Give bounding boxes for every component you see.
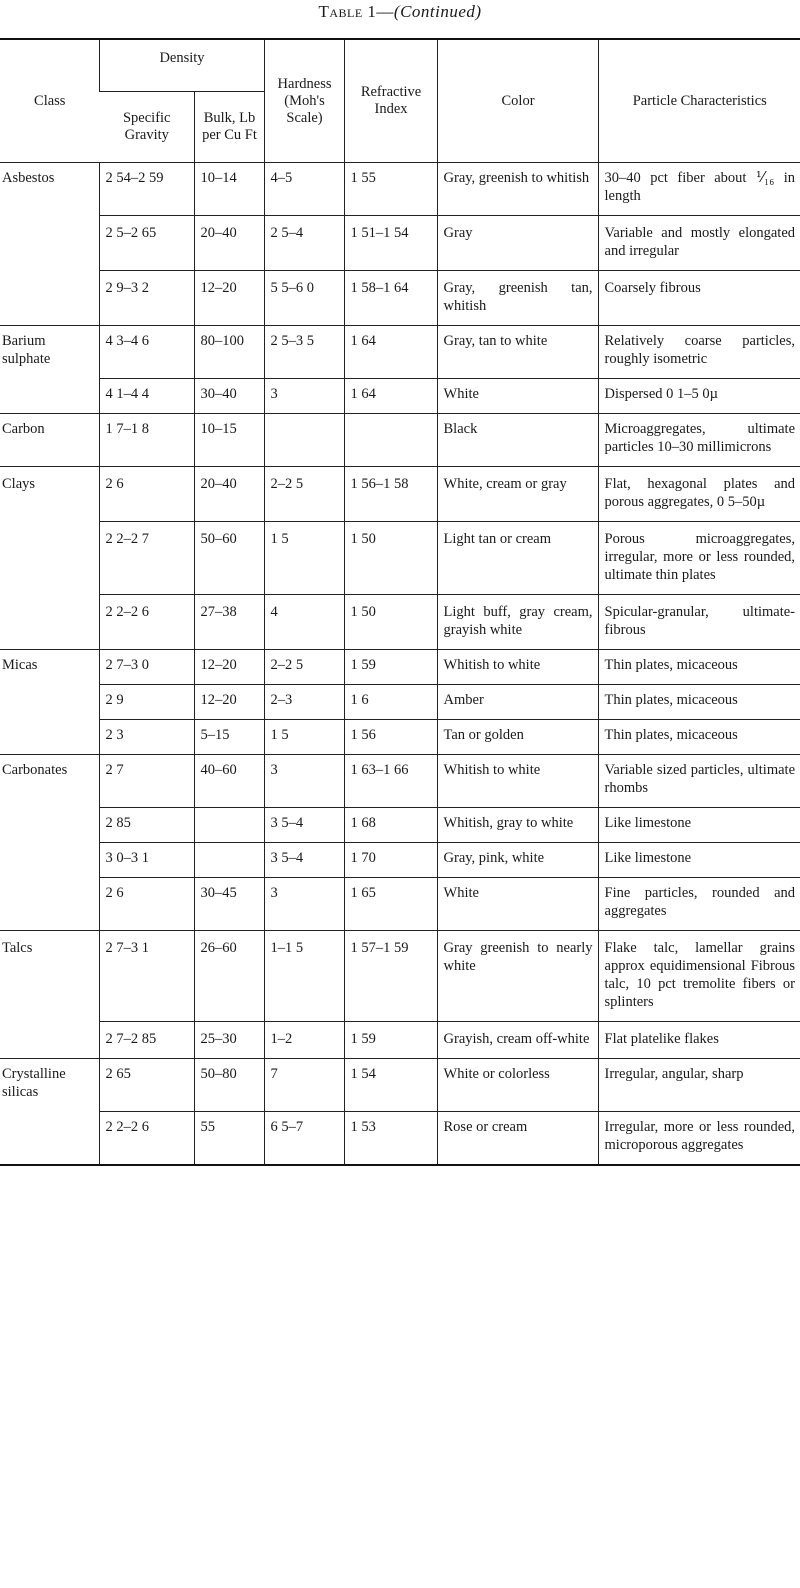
cell-bulk: 50–80 — [194, 1059, 264, 1112]
cell-refractive-index: 1 65 — [344, 878, 437, 931]
table-body — [0, 163, 800, 1165]
cell-hardness: 2–3 — [264, 685, 344, 720]
cell-class: Carbon — [0, 414, 99, 467]
cell-particle-characteristics: Coarsely fibrous — [598, 271, 800, 326]
cell-color: Gray, pink, white — [437, 843, 598, 878]
cell-hardness: 3 5–4 — [264, 808, 344, 843]
cell-particle-characteristics: Porous microaggregates, irregular, more or less rounded, ultimate thin plates — [598, 522, 800, 595]
cell-refractive-index: 1 56 — [344, 720, 437, 755]
cell-bulk: 20–40 — [194, 216, 264, 271]
cell-hardness: 1–1 5 — [264, 931, 344, 1022]
table-row — [0, 878, 800, 931]
cell-particle-characteristics: Thin plates, micaceous — [598, 720, 800, 755]
cell-bulk: 12–20 — [194, 685, 264, 720]
table-row — [0, 414, 800, 467]
cell-particle-characteristics: Flat, hexagonal plates and porous aggregates, 0 5–50µ — [598, 467, 800, 522]
cell-bulk: 30–45 — [194, 878, 264, 931]
cell-particle-characteristics: Dispersed 0 1–5 0µ — [598, 379, 800, 414]
table-row — [0, 467, 800, 522]
cell-specific-gravity: 2 6 — [99, 467, 194, 522]
cell-class — [0, 878, 99, 931]
cell-class: Micas — [0, 650, 99, 685]
table-row — [0, 271, 800, 326]
cell-specific-gravity: 2 2–2 7 — [99, 522, 194, 595]
cell-specific-gravity: 4 1–4 4 — [99, 379, 194, 414]
header-class: Class — [0, 39, 99, 163]
cell-specific-gravity: 3 0–3 1 — [99, 843, 194, 878]
cell-hardness: 3 — [264, 755, 344, 808]
cell-bulk: 5–15 — [194, 720, 264, 755]
properties-table — [0, 38, 800, 1166]
cell-class — [0, 720, 99, 755]
cell-bulk: 12–20 — [194, 650, 264, 685]
cell-hardness: 2–2 5 — [264, 467, 344, 522]
cell-specific-gravity: 2 9–3 2 — [99, 271, 194, 326]
cell-bulk: 26–60 — [194, 931, 264, 1022]
cell-refractive-index: 1 53 — [344, 1111, 437, 1165]
cell-class — [0, 595, 99, 650]
cell-hardness: 2–2 5 — [264, 650, 344, 685]
cell-specific-gravity: 2 85 — [99, 808, 194, 843]
header-color: Color — [437, 39, 598, 163]
table-row — [0, 216, 800, 271]
cell-color: White — [437, 379, 598, 414]
cell-hardness: 1 5 — [264, 522, 344, 595]
cell-particle-characteristics: Like limestone — [598, 808, 800, 843]
header-row-top — [0, 39, 800, 92]
cell-hardness: 7 — [264, 1059, 344, 1112]
cell-refractive-index: 1 59 — [344, 1022, 437, 1059]
cell-refractive-index: 1 56–1 58 — [344, 467, 437, 522]
cell-bulk: 10–15 — [194, 414, 264, 467]
header-density: Density — [99, 39, 264, 92]
cell-color: Light buff, gray cream, grayish white — [437, 595, 598, 650]
cell-refractive-index: 1 59 — [344, 650, 437, 685]
cell-color: Black — [437, 414, 598, 467]
cell-particle-characteristics: Irregular, angular, sharp — [598, 1059, 800, 1112]
cell-specific-gravity: 2 7–3 1 — [99, 931, 194, 1022]
cell-particle-characteristics: 30–40 pct fiber about ⅟₁₆ in length — [598, 163, 800, 216]
cell-class — [0, 1022, 99, 1059]
cell-hardness: 4 — [264, 595, 344, 650]
cell-hardness: 3 5–4 — [264, 843, 344, 878]
cell-refractive-index: 1 64 — [344, 379, 437, 414]
cell-color: White — [437, 878, 598, 931]
cell-color: Grayish, cream off-white — [437, 1022, 598, 1059]
table-row — [0, 755, 800, 808]
cell-bulk: 20–40 — [194, 467, 264, 522]
cell-hardness: 6 5–7 — [264, 1111, 344, 1165]
cell-hardness: 5 5–6 0 — [264, 271, 344, 326]
cell-color: Whitish to white — [437, 755, 598, 808]
cell-specific-gravity: 2 7–2 85 — [99, 1022, 194, 1059]
table-row — [0, 522, 800, 595]
cell-refractive-index — [344, 414, 437, 467]
cell-color: White or colorless — [437, 1059, 598, 1112]
cell-class: Asbestos — [0, 163, 99, 216]
cell-refractive-index: 1 58–1 64 — [344, 271, 437, 326]
cell-specific-gravity: 2 54–2 59 — [99, 163, 194, 216]
cell-class — [0, 271, 99, 326]
cell-refractive-index: 1 6 — [344, 685, 437, 720]
cell-class — [0, 522, 99, 595]
header-particle-characteristics: Particle Characteristics — [598, 39, 800, 163]
table-row — [0, 650, 800, 685]
cell-refractive-index: 1 51–1 54 — [344, 216, 437, 271]
cell-specific-gravity: 2 7–3 0 — [99, 650, 194, 685]
cell-hardness: 1 5 — [264, 720, 344, 755]
cell-particle-characteristics: Thin plates, micaceous — [598, 685, 800, 720]
cell-refractive-index: 1 50 — [344, 595, 437, 650]
cell-refractive-index: 1 55 — [344, 163, 437, 216]
cell-particle-characteristics: Like limestone — [598, 843, 800, 878]
cell-hardness: 4–5 — [264, 163, 344, 216]
table-row — [0, 931, 800, 1022]
cell-class — [0, 808, 99, 843]
cell-bulk: 25–30 — [194, 1022, 264, 1059]
cell-bulk: 12–20 — [194, 271, 264, 326]
cell-class — [0, 1111, 99, 1165]
cell-bulk: 27–38 — [194, 595, 264, 650]
page-title — [0, 2, 800, 22]
cell-color: Gray, greenish to whitish — [437, 163, 598, 216]
table-row — [0, 163, 800, 216]
table-row — [0, 1111, 800, 1165]
cell-color: Whitish to white — [437, 650, 598, 685]
cell-color: Whitish, gray to white — [437, 808, 598, 843]
title-continued: (Continued) — [393, 2, 482, 21]
cell-class: Barium sulphate — [0, 326, 99, 379]
cell-bulk: 80–100 — [194, 326, 264, 379]
cell-particle-characteristics: Irregular, more or less rounded, microporous aggregates — [598, 1111, 800, 1165]
cell-class: Clays — [0, 467, 99, 522]
cell-class: Crystalline silicas — [0, 1059, 99, 1112]
cell-color: Amber — [437, 685, 598, 720]
cell-hardness: 1–2 — [264, 1022, 344, 1059]
cell-refractive-index: 1 50 — [344, 522, 437, 595]
cell-particle-characteristics: Flake talc, lamellar grains approx equidimensional Fibrous talc, 10 pct tremolite fibers or splinters — [598, 931, 800, 1022]
cell-specific-gravity: 2 6 — [99, 878, 194, 931]
cell-class: Talcs — [0, 931, 99, 1022]
cell-bulk — [194, 843, 264, 878]
cell-specific-gravity: 2 65 — [99, 1059, 194, 1112]
cell-color: Gray, tan to white — [437, 326, 598, 379]
table-row — [0, 326, 800, 379]
table-row — [0, 843, 800, 878]
cell-hardness: 2 5–4 — [264, 216, 344, 271]
table-row — [0, 808, 800, 843]
cell-refractive-index: 1 57–1 59 — [344, 931, 437, 1022]
cell-specific-gravity: 2 7 — [99, 755, 194, 808]
cell-bulk: 30–40 — [194, 379, 264, 414]
cell-bulk: 10–14 — [194, 163, 264, 216]
header-bulk: Bulk, Lb per Cu Ft — [194, 92, 264, 163]
cell-hardness: 2 5–3 5 — [264, 326, 344, 379]
cell-hardness — [264, 414, 344, 467]
cell-specific-gravity: 2 5–2 65 — [99, 216, 194, 271]
cell-hardness: 3 — [264, 379, 344, 414]
cell-particle-characteristics: Spicular-granular, ultimate-fibrous — [598, 595, 800, 650]
cell-bulk — [194, 808, 264, 843]
cell-specific-gravity: 1 7–1 8 — [99, 414, 194, 467]
cell-color: Tan or golden — [437, 720, 598, 755]
cell-bulk: 40–60 — [194, 755, 264, 808]
cell-specific-gravity: 2 3 — [99, 720, 194, 755]
cell-refractive-index: 1 68 — [344, 808, 437, 843]
header-refractive-index: Refractive Index — [344, 39, 437, 163]
cell-hardness: 3 — [264, 878, 344, 931]
table-row — [0, 379, 800, 414]
cell-particle-characteristics: Variable and mostly elongated and irregular — [598, 216, 800, 271]
cell-refractive-index: 1 64 — [344, 326, 437, 379]
table-row — [0, 1059, 800, 1112]
cell-color: White, cream or gray — [437, 467, 598, 522]
cell-particle-characteristics: Microaggregates, ultimate particles 10–30 millimicrons — [598, 414, 800, 467]
cell-specific-gravity: 2 2–2 6 — [99, 595, 194, 650]
cell-bulk: 55 — [194, 1111, 264, 1165]
cell-color: Light tan or cream — [437, 522, 598, 595]
header-specific-gravity: Specific Gravity — [99, 92, 194, 163]
cell-specific-gravity: 4 3–4 6 — [99, 326, 194, 379]
cell-class: Carbonates — [0, 755, 99, 808]
cell-specific-gravity: 2 2–2 6 — [99, 1111, 194, 1165]
cell-refractive-index: 1 63–1 66 — [344, 755, 437, 808]
cell-particle-characteristics: Flat platelike flakes — [598, 1022, 800, 1059]
table-row — [0, 595, 800, 650]
cell-color: Gray greenish to nearly white — [437, 931, 598, 1022]
cell-particle-characteristics: Variable sized particles, ultimate rhombs — [598, 755, 800, 808]
cell-refractive-index: 1 70 — [344, 843, 437, 878]
cell-class — [0, 685, 99, 720]
cell-class — [0, 379, 99, 414]
cell-color: Gray, greenish tan, whitish — [437, 271, 598, 326]
cell-class — [0, 216, 99, 271]
cell-particle-characteristics: Fine particles, rounded and aggregates — [598, 878, 800, 931]
cell-specific-gravity: 2 9 — [99, 685, 194, 720]
cell-particle-characteristics: Thin plates, micaceous — [598, 650, 800, 685]
table-row — [0, 685, 800, 720]
cell-particle-characteristics: Relatively coarse particles, roughly isometric — [598, 326, 800, 379]
header-hardness: Hardness (Moh's Scale) — [264, 39, 344, 163]
cell-color: Rose or cream — [437, 1111, 598, 1165]
cell-refractive-index: 1 54 — [344, 1059, 437, 1112]
cell-class — [0, 843, 99, 878]
cell-color: Gray — [437, 216, 598, 271]
title-main: Table 1— — [318, 2, 394, 21]
table-row — [0, 1022, 800, 1059]
cell-bulk: 50–60 — [194, 522, 264, 595]
table-row — [0, 720, 800, 755]
